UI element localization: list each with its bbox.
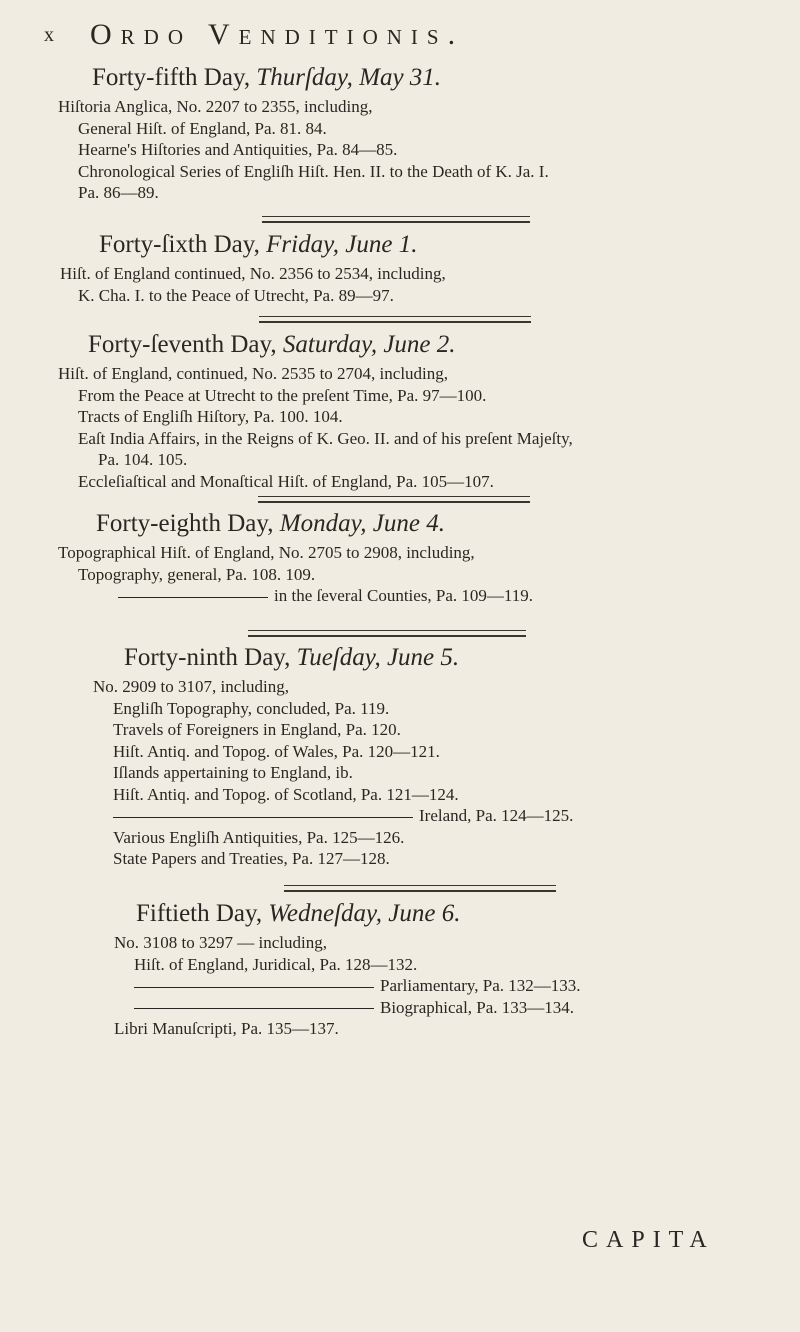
entry-line	[0, 975, 800, 997]
day-heading	[0, 229, 800, 261]
running-title: Ordo Venditionis.	[90, 18, 465, 51]
entry-line: Pa. 86—89.	[78, 183, 159, 202]
day-section-45	[0, 62, 800, 204]
day-section-47	[0, 329, 800, 492]
day-section-50	[0, 898, 800, 1040]
day-ordinal: Forty-ninth Day,	[124, 644, 291, 671]
catchword: CAPITA	[582, 1227, 715, 1253]
day-heading	[0, 898, 800, 930]
entry-list	[0, 542, 800, 607]
entry-line: Eccleſiaſtical and Monaſtical Hiſt. of England, Pa. 105—107.	[78, 471, 494, 491]
entry-text: Biographical, Pa. 133—134.	[380, 997, 575, 1017]
entry-line: General Hiſt. of England, Pa. 81. 84.	[78, 118, 327, 138]
day-date: Tueſday, June 5.	[296, 644, 460, 671]
entry-line: Hiſt. of England, continued, No. 2535 to 2704, including,	[58, 364, 449, 383]
section-rule	[262, 216, 530, 223]
entry-line	[0, 997, 800, 1019]
day-ordinal: Fiftieth Day,	[136, 900, 263, 927]
entry-text: in the ſeveral Counties, Pa. 109—119.	[274, 586, 534, 605]
entry-line: No. 3108 to 3297 — including,	[114, 933, 327, 952]
entry-line: Hiſt. Antiq. and Topog. of Wales, Pa. 120—121.	[113, 741, 440, 761]
entry-list	[0, 676, 800, 870]
entry-line: Eaſt India Affairs, in the Reigns of K. Geo. II. and of his preſent Majeſty,	[78, 428, 573, 448]
day-section-48	[0, 508, 800, 607]
entry-line: No. 2909 to 3107, including,	[93, 677, 289, 696]
day-ordinal: Forty-ſixth Day,	[99, 231, 260, 258]
entry-line: Libri Manuſcripti, Pa. 135—137.	[114, 1019, 339, 1038]
ditto-dash	[113, 817, 413, 818]
day-date: Monday, June 4.	[279, 510, 445, 537]
ditto-dash	[134, 1008, 374, 1009]
day-section-46	[0, 229, 800, 306]
section-rule	[258, 496, 530, 503]
section-rule	[248, 630, 526, 637]
entry-line: Topographical Hiſt. of England, No. 2705 to 2908, including,	[58, 543, 475, 562]
entry-list	[0, 96, 800, 204]
entry-list	[0, 363, 800, 492]
entry-list	[0, 932, 800, 1040]
day-ordinal: Forty-ſeventh Day,	[88, 331, 277, 358]
ditto-dash	[134, 987, 374, 988]
entry-line: State Papers and Treaties, Pa. 127—128.	[113, 849, 390, 868]
entry-text: Ireland, Pa. 124—125.	[419, 806, 574, 825]
entry-line: Hiſtoria Anglica, No. 2207 to 2355, including,	[58, 97, 373, 116]
day-heading	[0, 62, 800, 94]
day-heading	[0, 508, 800, 540]
entry-line: Hiſt. of England continued, No. 2356 to 2534, including,	[60, 264, 446, 283]
ditto-dash	[118, 597, 268, 598]
entry-line: Hiſt. Antiq. and Topog. of Scotland, Pa. 121—124.	[113, 784, 459, 804]
entry-line: Engliſh Topography, concluded, Pa. 119.	[113, 698, 390, 718]
entry-text: Parliamentary, Pa. 132—133.	[380, 976, 581, 995]
day-ordinal: Forty-eighth Day,	[96, 510, 274, 537]
day-date: Thurſday, May 31.	[256, 64, 442, 91]
day-section-49	[0, 642, 800, 870]
entry-line: Iſlands appertaining to England, ib.	[113, 763, 353, 782]
entry-line: From the Peace at Utrecht to the preſent Time, Pa. 97—100.	[78, 385, 487, 405]
entry-line	[0, 805, 800, 827]
section-rule	[284, 885, 556, 892]
day-date: Saturday, June 2.	[282, 331, 456, 358]
entry-line	[0, 585, 800, 607]
day-date: Friday, June 1.	[266, 231, 418, 258]
entry-line: Pa. 104. 105.	[98, 450, 188, 469]
entry-list	[0, 263, 800, 306]
day-date: Wedneſday, June 6.	[268, 900, 461, 927]
entry-line: Tracts of Engliſh Hiſtory, Pa. 100. 104.	[78, 407, 343, 426]
entry-line: Hiſt. of England, Juridical, Pa. 128—132.	[134, 954, 418, 974]
day-ordinal: Forty-fifth Day,	[92, 64, 251, 91]
entry-line: K. Cha. I. to the Peace of Utrecht, Pa. 89—97.	[78, 285, 394, 305]
entry-line: Topography, general, Pa. 108. 109.	[78, 564, 316, 584]
entry-line: Hearne's Hiſtories and Antiquities, Pa. 84—85.	[78, 140, 398, 159]
day-heading	[0, 329, 800, 361]
entry-line: Travels of Foreigners in England, Pa. 120.	[113, 720, 401, 739]
entry-line: Various Engliſh Antiquities, Pa. 125—126.	[113, 827, 405, 847]
section-rule	[259, 316, 531, 323]
page-number: x	[44, 24, 54, 46]
entry-line: Chronological Series of Engliſh Hiſt. Hen. II. to the Death of K. Ja. I.	[78, 161, 549, 181]
page-header	[0, 18, 800, 58]
day-heading	[0, 642, 800, 674]
